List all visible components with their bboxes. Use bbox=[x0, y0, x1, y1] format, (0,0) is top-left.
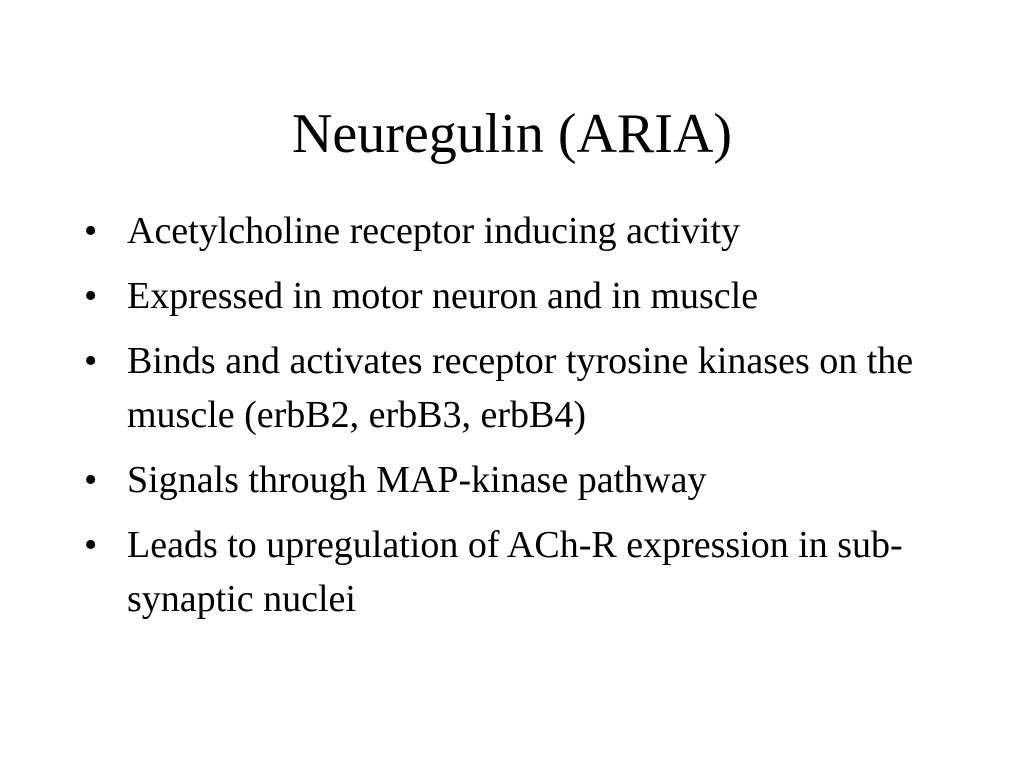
bullet-marker: • bbox=[84, 210, 98, 252]
bullet-item bbox=[84, 334, 944, 442]
bullet-item bbox=[84, 453, 944, 507]
bullet-list bbox=[84, 204, 944, 637]
bullet-marker: • bbox=[84, 524, 98, 566]
slide-title: Neuregulin (ARIA) bbox=[291, 103, 733, 165]
bullet-marker: • bbox=[84, 275, 98, 317]
bullet-marker: • bbox=[84, 340, 98, 382]
bullet-text: Binds and activates receptor tyrosine kinases on the muscle (erbB2, erbB3, erbB4) bbox=[127, 340, 914, 436]
bullet-text: Acetylcholine receptor inducing activity bbox=[127, 210, 741, 252]
bullet-text: Leads to upregulation of ACh-R expression in sub-synaptic nuclei bbox=[127, 524, 903, 620]
bullet-marker: • bbox=[84, 459, 98, 501]
bullet-item bbox=[84, 518, 944, 626]
bullet-item bbox=[84, 204, 944, 258]
bullet-text: Signals through MAP-kinase pathway bbox=[127, 459, 707, 501]
bullet-item bbox=[84, 269, 944, 323]
bullet-text: Expressed in motor neuron and in muscle bbox=[127, 275, 759, 317]
